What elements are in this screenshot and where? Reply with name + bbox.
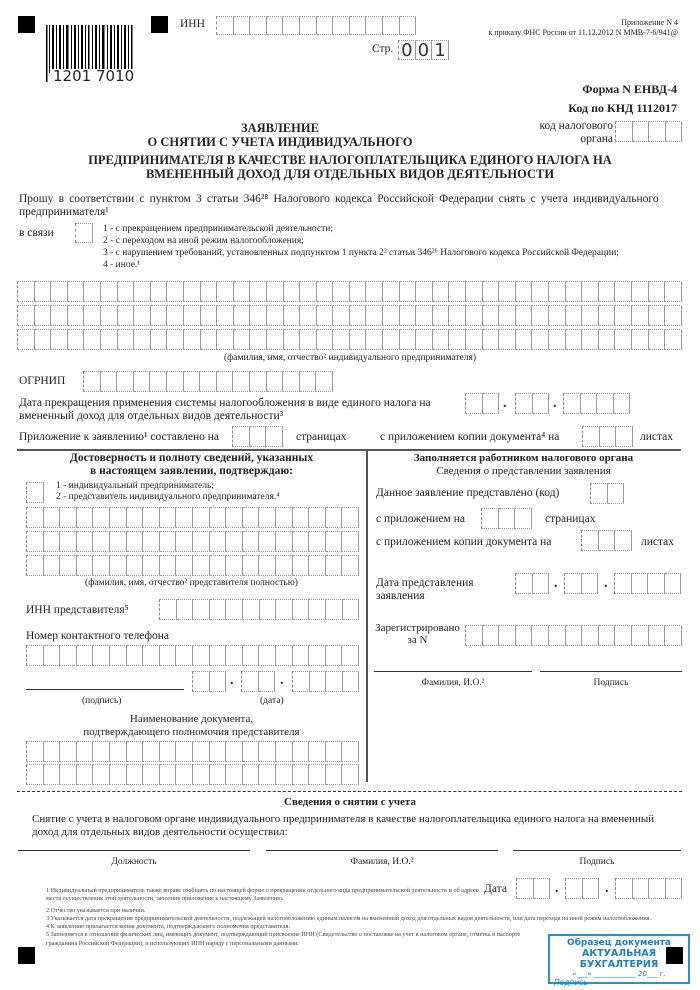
stamp-line-2: АКТУАЛЬНАЯ БУХГАЛТЕРИЯ [579, 948, 659, 970]
doc-name-row-2[interactable] [26, 764, 359, 785]
officer-name-caption: Фамилия, И.О.² [421, 678, 485, 688]
registered-label-2: за N [407, 634, 428, 646]
officer-name-line [374, 671, 532, 672]
stamp-line-4: Подпись [554, 978, 588, 987]
dereg-date-year[interactable] [615, 878, 682, 899]
appendix-order: к приказу ФНС России от 11.12.2012 N ММВ-7-6/941@ [488, 28, 678, 37]
ogrnip-label: ОГРНИП [19, 375, 66, 387]
submission-date-month[interactable] [564, 573, 598, 594]
form-name: Форма N ЕНВД-4 [582, 82, 677, 96]
date-separator: . [555, 881, 559, 896]
footnote-5: 5 Заполняется в отношении физических лиц, имеющих документ, подтверждающий присвоение ИНН (Свидетельство о постановке на учет в налоговом органе, отметка в паспорте гражданина Российской Федерации), и использующих ИНН наряду с персональными данными. [46, 931, 521, 947]
stop-date-month[interactable] [515, 393, 549, 414]
reason-option-2: 2 - с переходом на иной режим налогообложения; [103, 236, 304, 246]
signer-type-checkbox[interactable] [26, 482, 44, 503]
entrepreneur-name-caption: (фамилия, имя, отчество² индивидуального предпринимателя) [223, 353, 477, 363]
tax-copy-label: с приложением копии документа на [376, 536, 552, 548]
deregistration-text: Снятие с учета в налоговом органе индивидуального предпринимателя в качестве налогоплательщика единого налога на вмененный [32, 813, 655, 825]
doc-title-2: подтверждающего полномочия представителя [83, 726, 300, 738]
entrepreneur-name-row-3[interactable] [17, 329, 682, 350]
rep-name-row-3[interactable] [26, 555, 359, 576]
dereg-date-label: Дата [484, 883, 507, 895]
alignment-marker-top-mid [151, 16, 168, 33]
signer-option-2: 2 - представитель индивидуального предпринимателя.⁴ [56, 492, 280, 502]
reason-label: в связи [19, 227, 54, 239]
deregistration-text-2: доход для отдельных видов деятельности осуществил: [32, 826, 288, 838]
stop-date-label: Дата прекращения применения системы налогообложения в виде единого налога на [19, 397, 431, 409]
tax-office-title: Заполняется работником налогового органа [413, 452, 634, 464]
knd-code: Код по КНД 1112017 [568, 101, 677, 115]
date-separator: . [280, 673, 284, 688]
rep-date-day[interactable] [192, 671, 226, 692]
inn-input[interactable] [216, 16, 416, 35]
page-digit: 1 [432, 40, 449, 60]
signature-caption: Подпись [579, 857, 615, 867]
page-digit: 0 [416, 40, 433, 60]
date-separator: . [604, 576, 608, 591]
confirmation-title-2: в настоящем заявлении, подтверждаю: [90, 465, 293, 477]
request-text: Прошу в соответствии с пунктом 3 статьи 346²⁸ Налогового кодекса Российской Федерации снять с учета индивидуального [19, 193, 659, 205]
date-separator: . [553, 396, 557, 411]
tax-authority-label-2: органа [580, 133, 613, 145]
date-separator: . [230, 673, 234, 688]
registered-label: Зарегистрировано [375, 622, 460, 634]
submitted-code-input[interactable] [590, 483, 624, 504]
doc-title: Наименование документа, [129, 713, 254, 725]
ogrnip-input[interactable] [83, 371, 333, 392]
tax-copy-sheets-input[interactable] [581, 530, 632, 551]
footnote-2: 2 Отчество указывается при наличии. [46, 906, 146, 914]
footnote-1: 1 Индивидуальный предприниматель также вправе сообщить по настоящей форме о прекращении отдельного вида предпринимательской деятельности и об адресе места осуществления этой деятельности, заполнив приложение к настоящему Заявлению. [46, 887, 479, 903]
phone-label: Номер контактного телефона [26, 630, 170, 642]
inn-label: ИНН [180, 18, 205, 30]
title-line-2: О СНЯТИИ С УЧЕТА ИНДИВИДУАЛЬНОГО [147, 135, 413, 149]
title-line-3: ПРЕДПРИНИМАТЕЛЯ В КАЧЕСТВЕ НАЛОГОПЛАТЕЛЬЩИКА ЕДИНОГО НАЛОГА НА [88, 153, 612, 167]
name-line [266, 850, 498, 851]
reason-option-1: 1 - с прекращением предпринимательской деятельности; [103, 224, 333, 234]
tax-sheets-unit: листах [641, 536, 675, 548]
column-divider [366, 449, 368, 782]
appendix-pages-label: Приложение к заявлению¹ составлено на [19, 431, 220, 443]
page-label: Стр. [372, 43, 394, 55]
reason-option-3: 3 - с нарушением требований, установленных подпунктом 1 пункта 2² статьи 346²⁶ Налогового кодекса Российской Федерации; [103, 248, 619, 258]
rep-name-row-2[interactable] [26, 531, 359, 552]
tax-appendix-label: с приложением на [376, 513, 465, 525]
page-number-field[interactable] [398, 40, 449, 60]
alignment-marker-bottom-left [18, 947, 35, 964]
appendix-pages-input[interactable] [232, 426, 283, 447]
reason-checkbox[interactable] [75, 223, 93, 243]
phone-input[interactable] [26, 645, 359, 666]
tax-authority-label: код налогового [539, 120, 613, 132]
signature-line [513, 850, 681, 851]
barcode [45, 25, 140, 83]
pages-unit: страницах [296, 431, 347, 443]
position-line [18, 850, 250, 851]
rep-date-month[interactable] [241, 671, 275, 692]
signature-line [26, 689, 184, 690]
entrepreneur-name-row-2[interactable] [17, 305, 682, 326]
name-caption: Фамилия, И.О.² [350, 857, 414, 867]
stop-date-label-2: вмененный доход для отдельных видов деятельности³ [19, 410, 284, 422]
rep-date-year[interactable] [292, 671, 359, 692]
barcode-number: 1201 7010 [53, 67, 135, 85]
rep-inn-input[interactable] [159, 599, 359, 620]
dereg-date-day[interactable] [516, 878, 550, 899]
stop-date-day[interactable] [465, 393, 499, 414]
date-caption: (дата) [260, 696, 284, 706]
reason-option-4: 4 - иное.¹ [103, 260, 141, 270]
submitted-code-label: Данное заявление представлено (код) [376, 487, 560, 499]
rep-name-row-1[interactable] [26, 507, 359, 528]
rep-name-caption: (фамилия, имя, отчество² представителя полностью) [85, 578, 298, 588]
stop-date-year[interactable] [563, 393, 630, 414]
title-line-1: ЗАЯВЛЕНИЕ [241, 121, 319, 135]
footnote-3: 3 Указывается дата прекращения предпринимательской деятельности, подлежащей налогообложению единым налогом на вмененный доход для отдельных видов деятельности, или дата перехода на иной режим налогообложения. [46, 914, 651, 922]
alignment-marker-top-left [18, 16, 35, 33]
submission-date-label: Дата представления [376, 577, 474, 589]
confirmation-title: Достоверность и полноту сведений, указанных [69, 452, 314, 464]
copy-sheets-label: с приложением копии документа⁴ на [380, 431, 560, 443]
signer-option-1: 1 - индивидуальный предприниматель; [56, 481, 214, 491]
registration-number-input[interactable] [465, 625, 682, 646]
deregistration-title: Сведения о снятии с учета [284, 796, 416, 808]
sheets-unit: листах [640, 431, 674, 443]
officer-signature-line [540, 671, 682, 672]
stamp-line-1: Образец документа [567, 938, 671, 948]
position-caption: Должность [111, 857, 157, 867]
tax-authority-code-input[interactable] [615, 121, 682, 142]
cut-line [17, 791, 682, 792]
entrepreneur-name-row-1[interactable] [17, 281, 682, 302]
copy-sheets-input[interactable] [582, 426, 633, 447]
section-divider [17, 449, 681, 451]
submission-date-label-2: заявления [376, 590, 425, 602]
page-digit: 0 [399, 40, 416, 60]
submission-date-day[interactable] [515, 573, 549, 594]
tax-appendix-pages-input[interactable] [481, 508, 532, 529]
date-separator: . [503, 396, 507, 411]
tax-office-subtitle: Сведения о представлении заявления [436, 465, 611, 477]
doc-name-row-1[interactable] [26, 741, 359, 762]
officer-signature-caption: Подпись [593, 678, 629, 688]
date-separator: . [605, 881, 609, 896]
date-separator: . [554, 576, 558, 591]
rep-inn-label: ИНН представителя⁵ [26, 604, 129, 616]
request-text-2: предпринимателя¹ [19, 206, 109, 218]
signature-caption: (подпись) [82, 696, 122, 706]
stamp-line-3: «___» ____________ 20___ г. [572, 970, 666, 978]
submission-date-year[interactable] [614, 573, 681, 594]
title-line-4: ВМЕНЕННЫЙ ДОХОД ДЛЯ ОТДЕЛЬНЫХ ВИДОВ ДЕЯТЕЛЬНОСТИ [145, 167, 555, 181]
appendix-number: Приложение N 4 [621, 18, 678, 27]
sample-stamp [548, 934, 690, 987]
tax-pages-unit: страницах [545, 513, 596, 525]
footnote-4: 4 К заявлению прилагается копия документа, подтверждающего полномочия представителя. [46, 923, 291, 931]
dereg-date-month[interactable] [565, 878, 599, 899]
